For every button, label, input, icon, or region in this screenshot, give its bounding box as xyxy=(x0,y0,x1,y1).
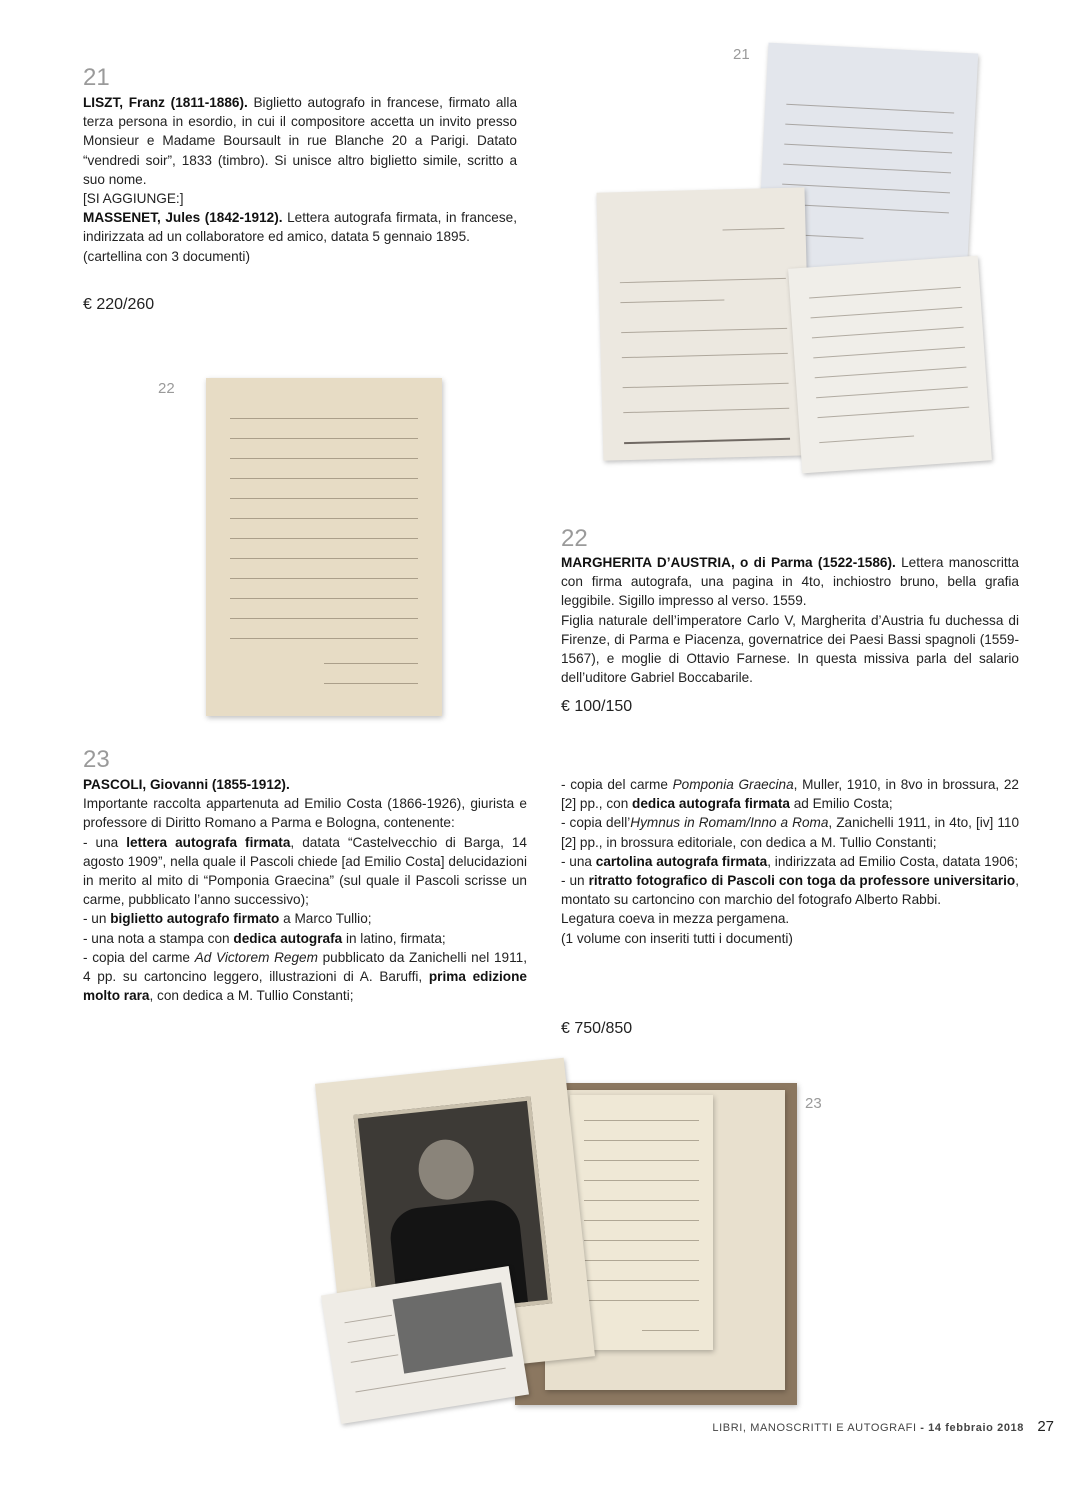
lot-22-para-1: MARGHERITA D’AUSTRIA, o di Parma (1522-1586). Lettera manoscritta con firma autografa, una pagina in 4to, inchiostro bruno, bella grafia leggibile. Sigillo impresso al verso. 1559. xyxy=(561,555,1019,609)
lot-21-para-3: MASSENET, Jules (1842-1912). Lettera autografa firmata, in francese, indirizzata ad un collaboratore ed amico, datata 5 gennaio 1895. xyxy=(83,210,517,245)
lot-23-item-6: - copia dell’Hymnus in Romam/Inno a Roma, Zanichelli 1911, in 4to, [iv] 110 [2] pp., in brossura editoriale, con dedica a M. Tullio Constanti; xyxy=(561,815,1020,850)
lot-21-para-2: [SI AGGIUNGE:] xyxy=(83,191,184,207)
lot-23-item-8: - un ritratto fotografico di Pascoli con toga da professore universitario, montato su cartoncino con marchio del fotografo Alberto Rabbi. xyxy=(561,873,1019,908)
lot-23-item-4: - copia del carme Ad Victorem Regem pubblicato da Zanichelli nel 1911, 4 pp. su cartoncino leggero, illustrazioni di A. Baruffi, prima edizione molto rara, con dedica a M. Tullio Constanti; xyxy=(83,949,528,1004)
lot-21-heading: LISZT, Franz (1811-1886). xyxy=(83,95,248,110)
postcard-photo xyxy=(392,1282,512,1373)
lot-23-description-right xyxy=(561,775,1019,948)
lot-23-item-5: - copia del carme Pomponia Graecina, Muller, 1910, in 8vo in brossura, 22 [2] pp., con dedica autografa firmata ad Emilio Costa; xyxy=(561,777,1019,812)
lot-23-volume: (1 volume con inseriti tutti i documenti) xyxy=(561,930,793,946)
lot-23-item-7: - una cartolina autografa firmata, indirizzata ad Emilio Costa, datata 1906; xyxy=(561,853,1019,869)
lot-21-picture-label: 21 xyxy=(733,46,750,63)
lot-21-description xyxy=(83,93,517,266)
second-liszt-note-sheet xyxy=(788,256,992,474)
lot-23-price: € 750/850 xyxy=(561,1020,633,1037)
lot-22-letter-picture xyxy=(206,378,442,716)
lot-22-picture-label: 22 xyxy=(158,380,175,397)
lot-23-binding: Legatura coeva in mezza pergamena. xyxy=(561,911,790,927)
lot-21-number: 21 xyxy=(83,64,110,91)
lot-21-para-4: (cartellina con 3 documenti) xyxy=(83,248,250,264)
lot-23-heading: PASCOLI, Giovanni (1855-1912). xyxy=(83,777,290,792)
page-number: 27 xyxy=(1037,1418,1054,1435)
lot-22-para-2: Figlia naturale dell’imperatore Carlo V, Margherita d’Austria fu duchessa di Firenze, di Parma e Piacenza, governatrice dei Paesi Bassi spagnoli (1559-1567), e moglie di Ottavio Farnese. In questa missiva parla del salario dell’uditore Gabriel Boccabarile. xyxy=(561,612,1019,686)
lot-21-subheading: MASSENET, Jules (1842-1912). xyxy=(83,210,283,226)
lot-21-price: € 220/260 xyxy=(83,296,155,313)
lot-23-intro: Importante raccolta appartenuta ad Emilio Costa (1866-1926), giurista e professore di Diritto Romano a Parma e Bologna, contenente: xyxy=(83,796,527,831)
postcard xyxy=(321,1266,529,1424)
lot-23-item-3: - una nota a stampa con dedica autografa in latino, firmata; xyxy=(83,930,446,946)
lot-22-price: € 100/150 xyxy=(561,698,633,715)
page-footer xyxy=(712,1422,1024,1434)
lot-21-para-1: LISZT, Franz (1811-1886). Biglietto autografo in francese, firmato alla terza persona in esordio, in cui il compositore accetta un invito presso Monsieur e Madame Boursault in rue Blanche 20 a Parigi. Datato “vendredi soir”, 1833 (timbro). Si unisce altro biglietto simile, scritto a suo nome. xyxy=(83,95,517,187)
lot-22-heading: MARGHERITA D’AUSTRIA, o di Parma (1522-1586). xyxy=(561,555,896,570)
lot-23-item-1: - una lettera autografa firmata, datata “Castelvecchio di Barga, 14 agosto 1909”, nella quale il Pascoli chiede [ad Emilio Costa] delucidazioni in merito al mito di “Pomponia Graecina” (sul quale il Pascoli scrisse un carme, pubblicato l’anno successivo); xyxy=(83,834,527,908)
lot-22-description xyxy=(561,553,1019,687)
lot-23-picture-label: 23 xyxy=(805,1095,822,1112)
footer-title: LIBRI, MANOSCRITTI E AUTOGRAFI xyxy=(712,1422,917,1434)
massenet-letter-sheet xyxy=(597,187,812,460)
lot-22-number: 22 xyxy=(561,525,588,552)
lot-23-description-left xyxy=(83,775,527,1005)
lot-23-number: 23 xyxy=(83,746,110,773)
pascoli-letter xyxy=(570,1095,713,1350)
lot-23-item-2: - un biglietto autografo firmato a Marco Tullio; xyxy=(83,911,372,927)
footer-date: - 14 febbraio 2018 xyxy=(916,1422,1024,1434)
